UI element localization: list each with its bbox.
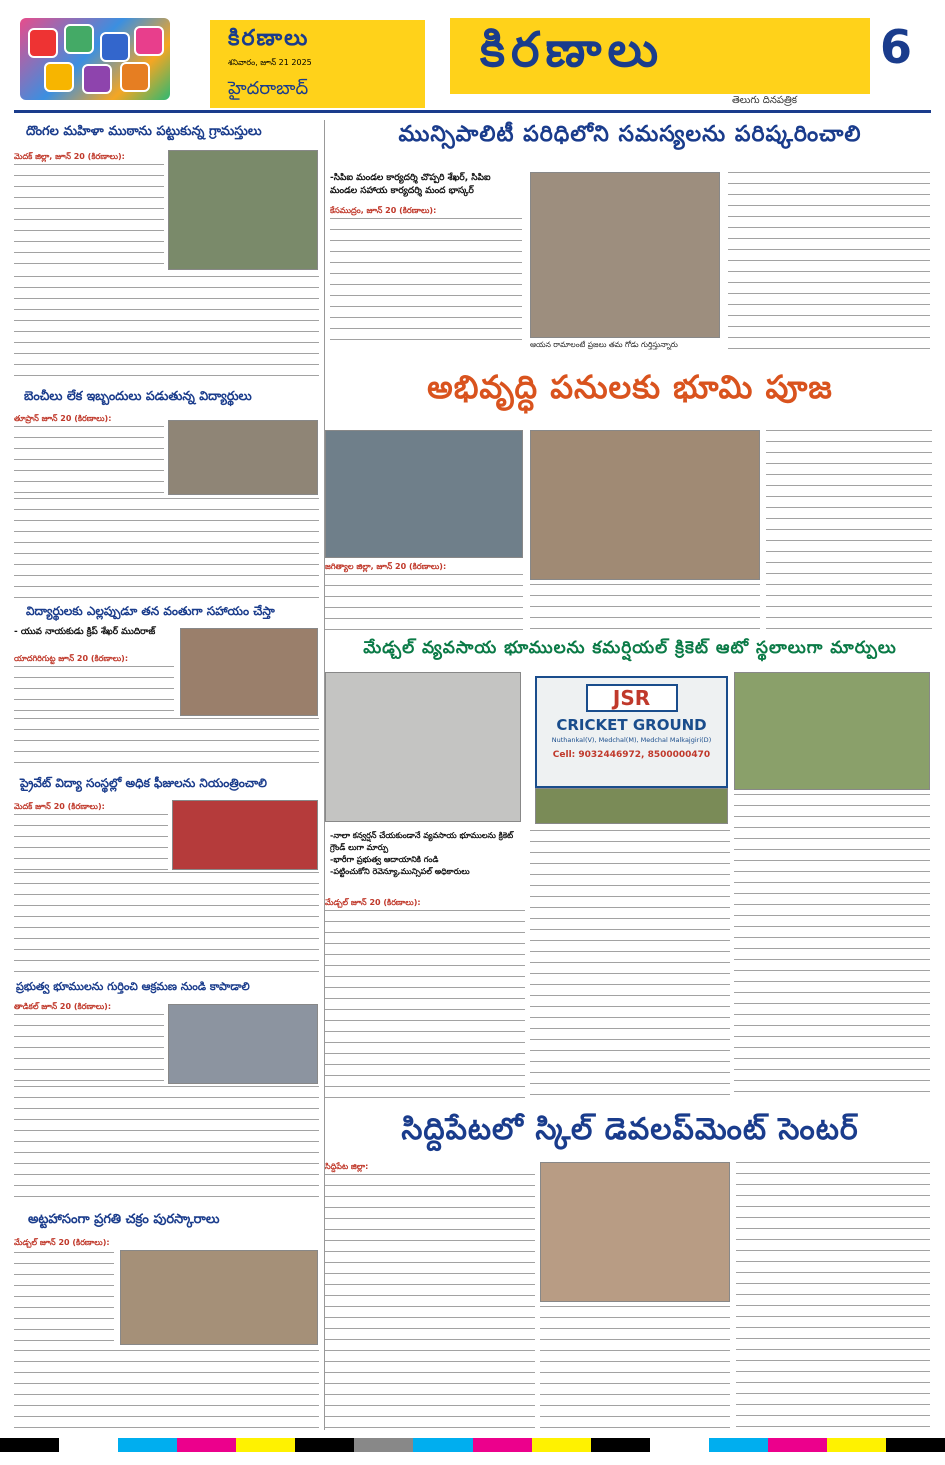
r1-body-right xyxy=(728,172,930,352)
a2-headline: బెంచీలు లేక ఇబ్బందులు పడుతున్న విద్యార్థులు xyxy=(24,388,252,403)
header-rule xyxy=(14,110,931,113)
a6-body-cont xyxy=(14,1350,319,1430)
cricket-ground-sign xyxy=(535,676,728,788)
r2-headline: అభివృద్ధి పనులకు భూమి పూజ xyxy=(427,368,833,406)
a4-headline: ప్రైవేట్ విద్యా సంస్థల్లో అధిక ఫీజులను నియంత్రించాలి xyxy=(20,776,267,790)
r3-body xyxy=(325,910,525,1098)
a5-dateline: తాడికల్ జూన్ 20 (కిరణాలు): xyxy=(14,1002,112,1011)
a1-body xyxy=(14,164,164,274)
r1-photo xyxy=(530,172,720,338)
r4-body xyxy=(325,1174,535,1428)
a2-body-cont xyxy=(14,498,319,598)
masthead-tagline: తెలుగు దినపత్రిక xyxy=(732,95,798,106)
sign-jsr: JSR xyxy=(586,684,678,712)
masthead-small-name: కిరణాలు xyxy=(228,26,310,51)
r2-body-right xyxy=(766,430,932,630)
sign-ground-name: CRICKET GROUND xyxy=(556,716,707,734)
page-number: 6 xyxy=(880,20,913,74)
r3-photo-official xyxy=(325,672,521,822)
a3-dateline: యాదగిరిగుట్ట జూన్ 20 (కిరణాలు): xyxy=(14,654,129,663)
issue-date: శనివారం, జూన్ 21 2025 xyxy=(228,58,312,67)
a5-photo xyxy=(168,1004,318,1084)
a6-photo xyxy=(120,1250,318,1345)
a4-body xyxy=(14,814,168,870)
r3-headline: మేడ్చల్ వ్యవసాయ భూములను కమర్షియల్ క్రికెట్ ఆటో స్థలాలుగా మార్పులు xyxy=(363,638,897,658)
r2-photo-2 xyxy=(530,430,760,580)
r3-photo-ground xyxy=(535,788,728,824)
r3-bullets xyxy=(330,830,522,878)
r1-caption: ఆయన రామాలంటే ప్రజలు తమ గోడు గుర్తిస్తున్నారు xyxy=(530,340,678,349)
a6-headline: అట్టహాసంగా ప్రగతి చక్రం పురస్కారాలు xyxy=(28,1212,220,1227)
a1-headline: దొంగల మహిళా ముఠాను పట్టుకున్న గ్రామస్తులు xyxy=(26,124,262,139)
a3-body xyxy=(14,666,174,716)
r2-body xyxy=(325,574,523,630)
a1-photo xyxy=(168,150,318,270)
edition-city: హైదరాబాద్ xyxy=(228,78,309,99)
a2-body xyxy=(14,426,164,496)
r3-bullet-2: -భారీగా ప్రభుత్వ ఆదాయానికి గండి xyxy=(330,855,439,864)
r4-photo xyxy=(540,1162,730,1302)
a1-body-cont xyxy=(14,276,319,376)
a4-body-cont xyxy=(14,872,319,972)
sign-phone: Cell: 9032446972, 8500000470 xyxy=(552,750,711,760)
a1-dateline: మెదక్ జిల్లా, జూన్ 20 (కిరణాలు): xyxy=(14,152,125,161)
r1-subhead: -సిపిఐ మండల కార్యదర్శి చొప్పరి శేఖర్, సిపిఐ మండల సహాయ కార్యదర్శి మంద భాస్కర్ xyxy=(330,173,491,196)
r3-body-mid xyxy=(530,830,730,1098)
r4-body-mid xyxy=(540,1306,730,1428)
r4-body-right xyxy=(736,1162,930,1428)
app-icons-logo xyxy=(20,18,170,100)
r1-headline: మున్సిపాలిటీ పరిధిలోని సమస్యలను పరిష్కరించాలి xyxy=(398,122,862,147)
r4-dateline: సిద్దిపేట జిల్లా: xyxy=(325,1162,369,1171)
r4-headline: సిద్దిపేటలో స్కిల్ డెవలప్‌మెంట్ సెంటర్ xyxy=(401,1112,859,1147)
a2-dateline: తూప్రాన్ జూన్ 20 (కిరణాలు): xyxy=(14,414,112,423)
masthead-small xyxy=(210,20,425,108)
a5-body xyxy=(14,1014,164,1084)
r3-dateline: మేడ్చల్ జూన్ 20 (కిరణాలు): xyxy=(325,898,421,907)
r3-bullet-3: -పట్టించుకోని రెవెన్యూ,మున్సిపల్ అధికారులు xyxy=(330,867,470,876)
print-color-strip xyxy=(0,1438,945,1452)
r1-body xyxy=(330,218,522,348)
a2-photo xyxy=(168,420,318,495)
r2-dateline: జగిత్యాల జిల్లా, జూన్ 20 (కిరణాలు): xyxy=(325,562,447,571)
r2-photo-1 xyxy=(325,430,523,558)
masthead-main xyxy=(450,18,870,94)
r3-bullet-1: -నాలా కన్వర్షన్ చేయకుండానే వ్యవసాయ భూములను క్రికెట్ గ్రౌండ్ లుగా మార్పు xyxy=(330,831,514,852)
a6-body xyxy=(14,1252,114,1348)
a5-headline: ప్రభుత్వ భూములను గుర్తించి ఆక్రమణ నుండి కాపాడాలి xyxy=(16,980,250,993)
a5-body-cont xyxy=(14,1086,319,1206)
a6-dateline: మేడ్చల్ జూన్ 20 (కిరణాలు): xyxy=(14,1238,110,1247)
a3-headline: విద్యార్థులకు ఎల్లప్పుడూ తన వంతుగా సహాయం చేస్తా xyxy=(26,604,275,618)
a3-photo xyxy=(180,628,318,716)
r3-photo-field xyxy=(734,672,930,790)
r1-dateline: కేసముద్రం, జూన్ 20 (కిరణాలు): xyxy=(330,206,437,215)
a3-body-cont xyxy=(14,718,319,768)
r3-body-right xyxy=(734,794,930,1098)
a4-dateline: మెదక్ జూన్ 20 (కిరణాలు): xyxy=(14,802,105,811)
a4-photo xyxy=(172,800,318,870)
masthead-title: కిరణాలు xyxy=(480,22,665,78)
sign-address: Nuthankal(V), Medchal(M), Medchal Malkajgiri(D) xyxy=(551,736,712,744)
r2-body-mid xyxy=(530,584,760,630)
a3-subhead: - యువ నాయకుడు క్రిప్ శేఖర్ ముదిరాజ్ xyxy=(14,627,156,637)
